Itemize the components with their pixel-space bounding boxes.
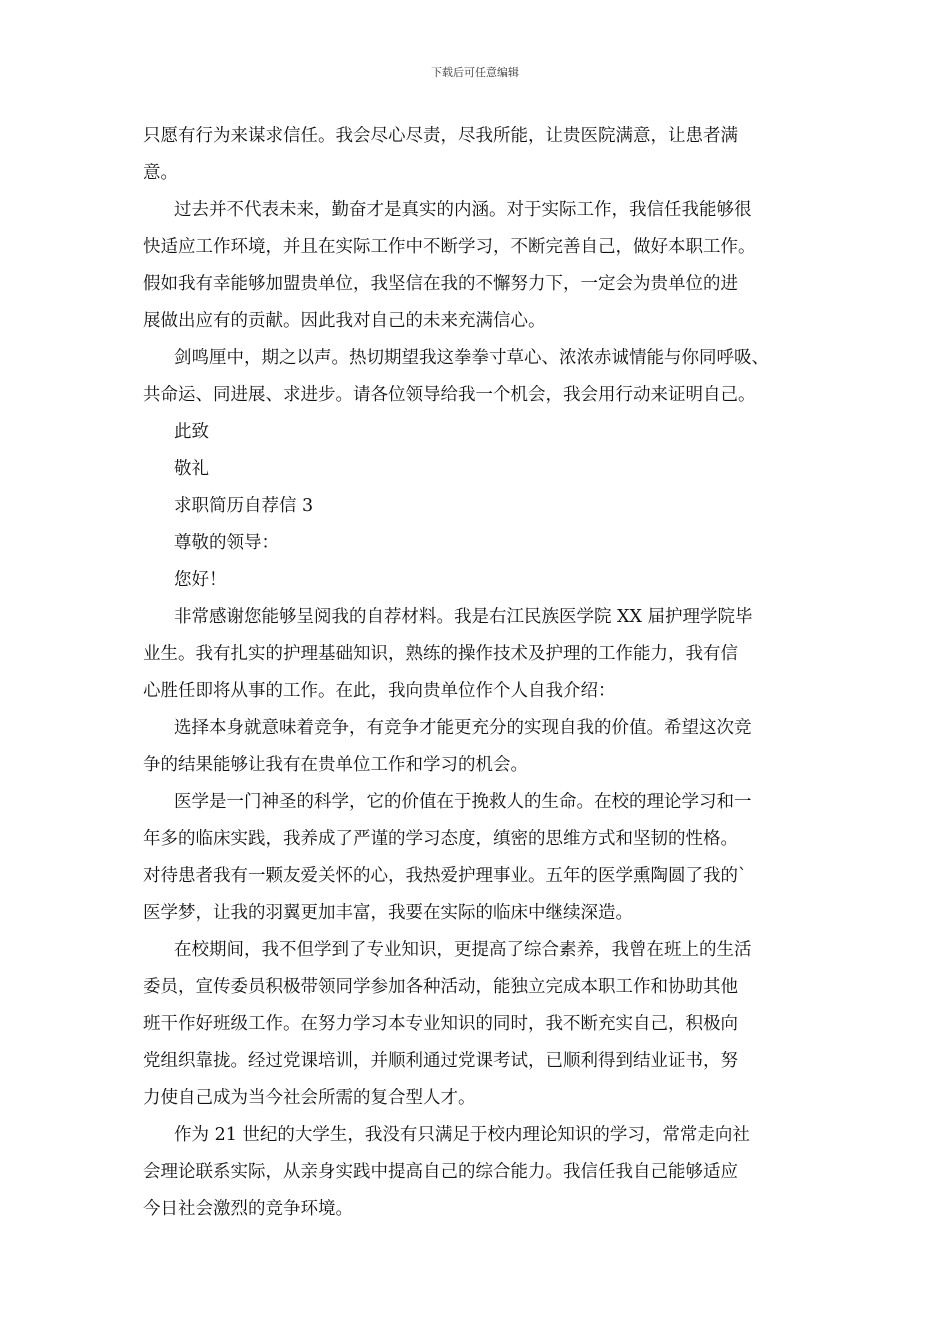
document-line: 医学梦，让我的羽翼更加丰富，我要在实际的临床中继续深造。: [143, 903, 633, 923]
document-line: 作为 21 世纪的大学生，我没有只满足于校内理论知识的学习，常常走向社: [174, 1125, 750, 1145]
document-line: 心胜任即将从事的工作。在此，我向贵单位作个人自我介绍：: [143, 681, 616, 701]
document-line: 业生。我有扎实的护理基础知识，熟练的操作技术及护理的工作能力，我有信: [143, 644, 738, 664]
document-line: 您好！: [174, 570, 227, 590]
document-line: 此致: [174, 422, 209, 442]
document-line: 剑鸣厘中，期之以声。热切期望我这拳拳寸草心、浓浓赤诚情能与你同呼吸、: [174, 348, 769, 368]
document-line: 非常感谢您能够呈阅我的自荐材料。我是右江民族医学院 XX 届护理学院毕: [174, 607, 753, 627]
document-line: 意。: [143, 163, 178, 183]
document-line: 只愿有行为来谋求信任。我会尽心尽责，尽我所能，让贵医院满意，让患者满: [143, 126, 738, 146]
document-line: 对待患者我有一颗友爱关怀的心，我热爱护理事业。五年的医学熏陶圆了我的`: [143, 866, 747, 886]
document-line: 班干作好班级工作。在努力学习本专业知识的同时，我不断充实自己，积极向: [143, 1014, 738, 1034]
page-header: 下载后可任意编辑: [431, 66, 519, 79]
document-line: 尊敬的领导：: [174, 533, 279, 553]
document-line: 委员，宣传委员积极带领同学参加各种活动，能独立完成本职工作和协助其他: [143, 977, 738, 997]
document-line: 今日社会激烈的竞争环境。: [143, 1199, 353, 1219]
document-line: 求职简历自荐信 3: [174, 496, 314, 516]
document-line: 快适应工作环境，并且在实际工作中不断学习，不断完善自己，做好本职工作。: [143, 237, 756, 257]
document-line: 共命运、同进展、求进步。请各位领导给我一个机会，我会用行动来证明自己。: [143, 385, 756, 405]
document-line: 医学是一门神圣的科学，它的价值在于挽救人的生命。在校的理论学习和一: [174, 792, 752, 812]
document-line: 力使自己成为当今社会所需的复合型人才。: [143, 1088, 476, 1108]
document-line: 过去并不代表未来，勤奋才是真实的内涵。对于实际工作，我信任我能够很: [174, 200, 752, 220]
document-line: 会理论联系实际，从亲身实践中提高自己的综合能力。我信任我自己能够适应: [143, 1162, 738, 1182]
document-line: 敬礼: [174, 459, 209, 479]
document-body: [143, 118, 808, 1228]
document-line: 假如我有幸能够加盟贵单位，我坚信在我的不懈努力下，一定会为贵单位的进: [143, 274, 738, 294]
document-line: 争的结果能够让我有在贵单位工作和学习的机会。: [143, 755, 528, 775]
document-line: 在校期间，我不但学到了专业知识，更提高了综合素养，我曾在班上的生活: [174, 940, 752, 960]
document-line: 年多的临床实践，我养成了严谨的学习态度，缜密的思维方式和坚韧的性格。: [143, 829, 738, 849]
document-line: 党组织靠拢。经过党课培训，并顺利通过党课考试，已顺利得到结业证书，努: [143, 1051, 738, 1071]
document-line: 展做出应有的贡献。因此我对自己的未来充满信心。: [143, 311, 546, 331]
document-line: 选择本身就意味着竞争，有竞争才能更充分的实现自我的价值。希望这次竞: [174, 718, 752, 738]
